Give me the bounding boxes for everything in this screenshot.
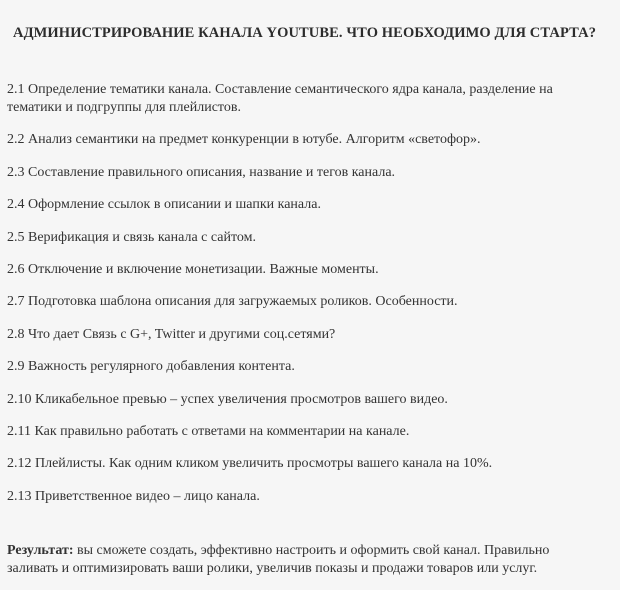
list-item: 2.10 Кликабельное превью – успех увеличения просмотров вашего видео. [7,391,448,407]
list-item: 2.7 Подготовка шаблона описания для загружаемых роликов. Особенности. [7,294,458,310]
result-text: вы сможете создать, эффективно настроить и оформить свой канал. Правильно заливать и оптимизировать ваши ролики, увеличив показы и продажи товаров или услуг. [7,543,550,576]
list-item: 2.6 Отключение и включение монетизации. Важные моменты. [7,261,379,277]
result-paragraph [7,542,592,578]
list-item: 2.3 Составление правильного описания, название и тегов канала. [7,164,396,180]
list-item: 2.9 Важность регулярного добавления контента. [7,359,295,375]
list-item: 2.12 Плейлисты. Как одним кликом увеличить просмотры вашего канала на 10%. [7,456,493,472]
list-item: 2.2 Анализ семантики на предмет конкуренции в ютубе. Алгоритм «светофор». [7,132,481,148]
result-label: Результат: [7,543,74,558]
list-item: 2.1 Определение тематики канала. Составление семантического ядра канала, разделение на тематики и подгруппы для плейлистов. [7,82,553,115]
list-item: 2.4 Оформление ссылок в описании и шапки канала. [7,197,321,213]
list-item: 2.5 Верификация и связь канала с сайтом. [7,229,256,245]
page-title: АДМИНИСТРИРОВАНИЕ КАНАЛА YOUTUBE. ЧТО НЕОБХОДИМО ДЛЯ СТАРТА? [13,25,597,41]
list-item: 2.8 Что дает Связь с G+, Twitter и другими соц.сетями? [7,326,336,342]
topic-list [7,81,597,520]
list-item: 2.13 Приветственное видео – лицо канала. [7,488,260,504]
list-item: 2.11 Как правильно работать с ответами на комментарии на канале. [7,423,410,439]
